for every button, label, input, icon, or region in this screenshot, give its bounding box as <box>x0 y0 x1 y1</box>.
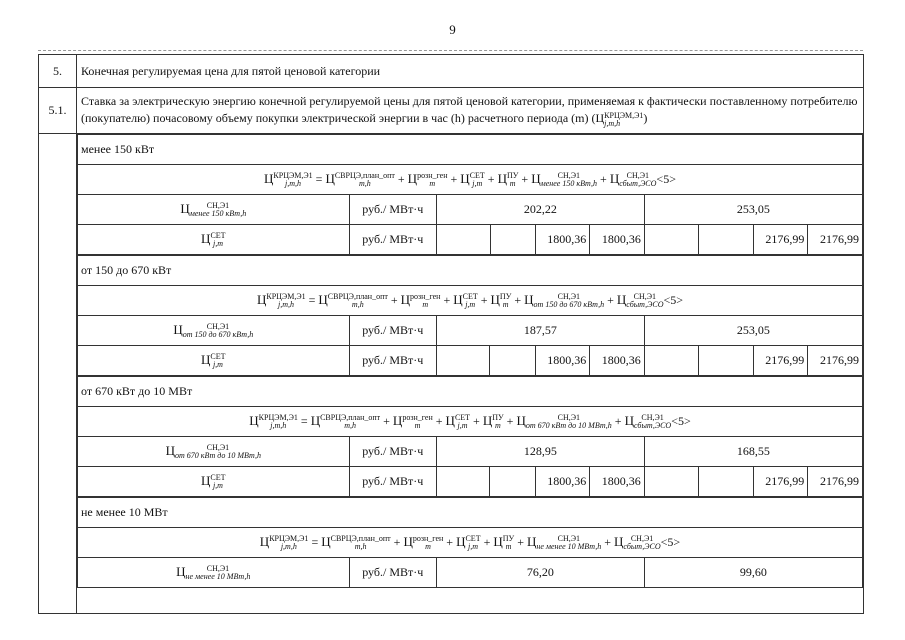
group-title: от 150 до 670 кВт <box>78 256 863 286</box>
table-row <box>78 467 863 497</box>
value: 2176,99 <box>808 346 863 376</box>
footnote-ref: <5> <box>663 292 684 307</box>
component-symbol: Ц СЕТ j,m <box>78 467 350 497</box>
empty-cell <box>490 346 535 376</box>
empty-cell <box>644 467 699 497</box>
value: 1800,36 <box>535 467 590 497</box>
empty-cell <box>437 225 490 255</box>
page-number: 9 <box>449 22 456 37</box>
unit: руб./ МВт·ч <box>349 225 436 255</box>
formula: Ц КРЦЭМ,Э1 j,m,h = Ц СВРЦЭ,план_опт m,h + Ц розн_ген m + Ц СЕТ j,m + Ц ПУ m + Ц СН,Э1 не менее 10 МВт,h + Ц СН,Э1 сбыт,ЭСО <5> <box>78 528 863 558</box>
groups-container <box>77 134 863 588</box>
value: 2176,99 <box>753 225 808 255</box>
group-title-row <box>78 498 863 528</box>
section-number: 5. <box>39 55 77 88</box>
unit: руб./ МВт·ч <box>349 437 436 467</box>
table-row <box>78 437 863 467</box>
formula-row <box>78 165 863 195</box>
empty-cell <box>490 467 535 497</box>
top-divider <box>38 50 863 51</box>
tariff-group <box>77 376 863 497</box>
unit: руб./ МВт·ч <box>349 195 436 225</box>
group-title: не менее 10 МВт <box>78 498 863 528</box>
formula-row <box>78 528 863 558</box>
value: 1800,36 <box>535 346 590 376</box>
table-row <box>78 346 863 376</box>
value: 1800,36 <box>590 346 645 376</box>
footnote-ref: <5> <box>656 171 676 186</box>
footnote-ref: <5> <box>671 413 691 428</box>
empty-cell <box>644 225 699 255</box>
formula: Ц КРЦЭМ,Э1 j,m,h = Ц СВРЦЭ,план_опт m,h + Ц розн_ген m + Ц СЕТ j,m + Ц ПУ m + Ц СН,Э1 от 150 до 670 кВт,h + Ц СН,Э1 сбыт,ЭСО <5> <box>78 286 863 316</box>
table-row <box>78 195 863 225</box>
empty-cell <box>699 225 754 255</box>
subsection-row <box>39 88 864 134</box>
formula: Ц КРЦЭМ,Э1 j,m,h = Ц СВРЦЭ,план_опт m,h + Ц розн_ген m + Ц СЕТ j,m + Ц ПУ m + Ц СН,Э1 менее 150 кВт,h + Ц СН,Э1 сбыт,ЭСО <5> <box>78 165 863 195</box>
unit: руб./ МВт·ч <box>349 316 436 346</box>
unit: руб./ МВт·ч <box>349 346 436 376</box>
tariff-table <box>38 54 864 614</box>
footnote-ref: <5> <box>660 534 681 549</box>
value: 253,05 <box>644 195 862 225</box>
left-margin-cell <box>39 134 77 614</box>
group-title-row <box>78 377 863 407</box>
subsection-text-end: ) <box>643 111 648 126</box>
value: 2176,99 <box>753 467 808 497</box>
value: 202,22 <box>437 195 645 225</box>
value: 1800,36 <box>535 225 590 255</box>
value: 128,95 <box>436 437 644 467</box>
group-title-row <box>78 256 863 286</box>
subsection-text: Ставка за электрическую энергию конечной регулируемой цены для пятой ценовой категории, применяемая к фактически поставленному потребителю (покупателю) почасовому объему покупки электрической энергии в час (h) расчетного периода (m) (Ц <box>81 94 858 126</box>
tariff-group <box>77 255 863 376</box>
unit: руб./ МВт·ч <box>349 467 436 497</box>
empty-cell <box>644 346 699 376</box>
group-title-row <box>78 135 863 165</box>
group-title: от 670 кВт до 10 МВт <box>78 377 863 407</box>
value: 168,55 <box>644 437 862 467</box>
component-symbol: Ц СН,Э1 от 670 кВт до 10 МВт,h <box>78 437 350 467</box>
subsection-number: 5.1. <box>39 88 77 134</box>
empty-cell <box>699 467 754 497</box>
tariff-group <box>77 497 863 588</box>
component-symbol: Ц СЕТ j,m <box>78 225 350 255</box>
value: 1800,36 <box>590 467 645 497</box>
section-title: Конечная регулируемая цена для пятой ценовой категории <box>77 55 864 88</box>
empty-cell <box>699 346 754 376</box>
value: 1800,36 <box>590 225 645 255</box>
value: 2176,99 <box>753 346 808 376</box>
value: 253,05 <box>644 316 862 346</box>
empty-cell <box>436 346 489 376</box>
tariff-group <box>77 134 863 255</box>
empty-cell <box>436 467 489 497</box>
component-symbol: Ц СЕТ j,m <box>78 346 350 376</box>
groups-cell <box>77 134 864 614</box>
component-symbol: Ц СН,Э1 от 150 до 670 кВт,h <box>78 316 350 346</box>
value: 187,57 <box>436 316 644 346</box>
formula: Ц КРЦЭМ,Э1 j,m,h = Ц СВРЦЭ,план_опт m,h + Ц розн_ген m + Ц СЕТ j,m + Ц ПУ m + Ц СН,Э1 от 670 кВт до 10 МВт,h + Ц СН,Э1 сбыт,ЭСО <5> <box>78 407 863 437</box>
unit: руб./ МВт·ч <box>349 558 436 588</box>
formula-row <box>78 407 863 437</box>
table-row <box>78 225 863 255</box>
groups-row <box>39 134 864 614</box>
subsection-text-cell <box>77 88 864 134</box>
component-symbol: Ц СН,Э1 менее 150 кВт,h <box>78 195 350 225</box>
empty-cell <box>490 225 535 255</box>
component-symbol: Ц СН,Э1 не менее 10 МВт,h <box>78 558 350 588</box>
value: 99,60 <box>644 558 862 588</box>
table-row <box>78 316 863 346</box>
section-row <box>39 55 864 88</box>
price-symbol-indices: КРЦЭМ,Э1 j,m,h <box>604 110 644 128</box>
value: 2176,99 <box>808 467 863 497</box>
group-title: менее 150 кВт <box>78 135 863 165</box>
formula-row <box>78 286 863 316</box>
value: 2176,99 <box>808 225 863 255</box>
table-row <box>78 558 863 588</box>
value: 76,20 <box>436 558 644 588</box>
